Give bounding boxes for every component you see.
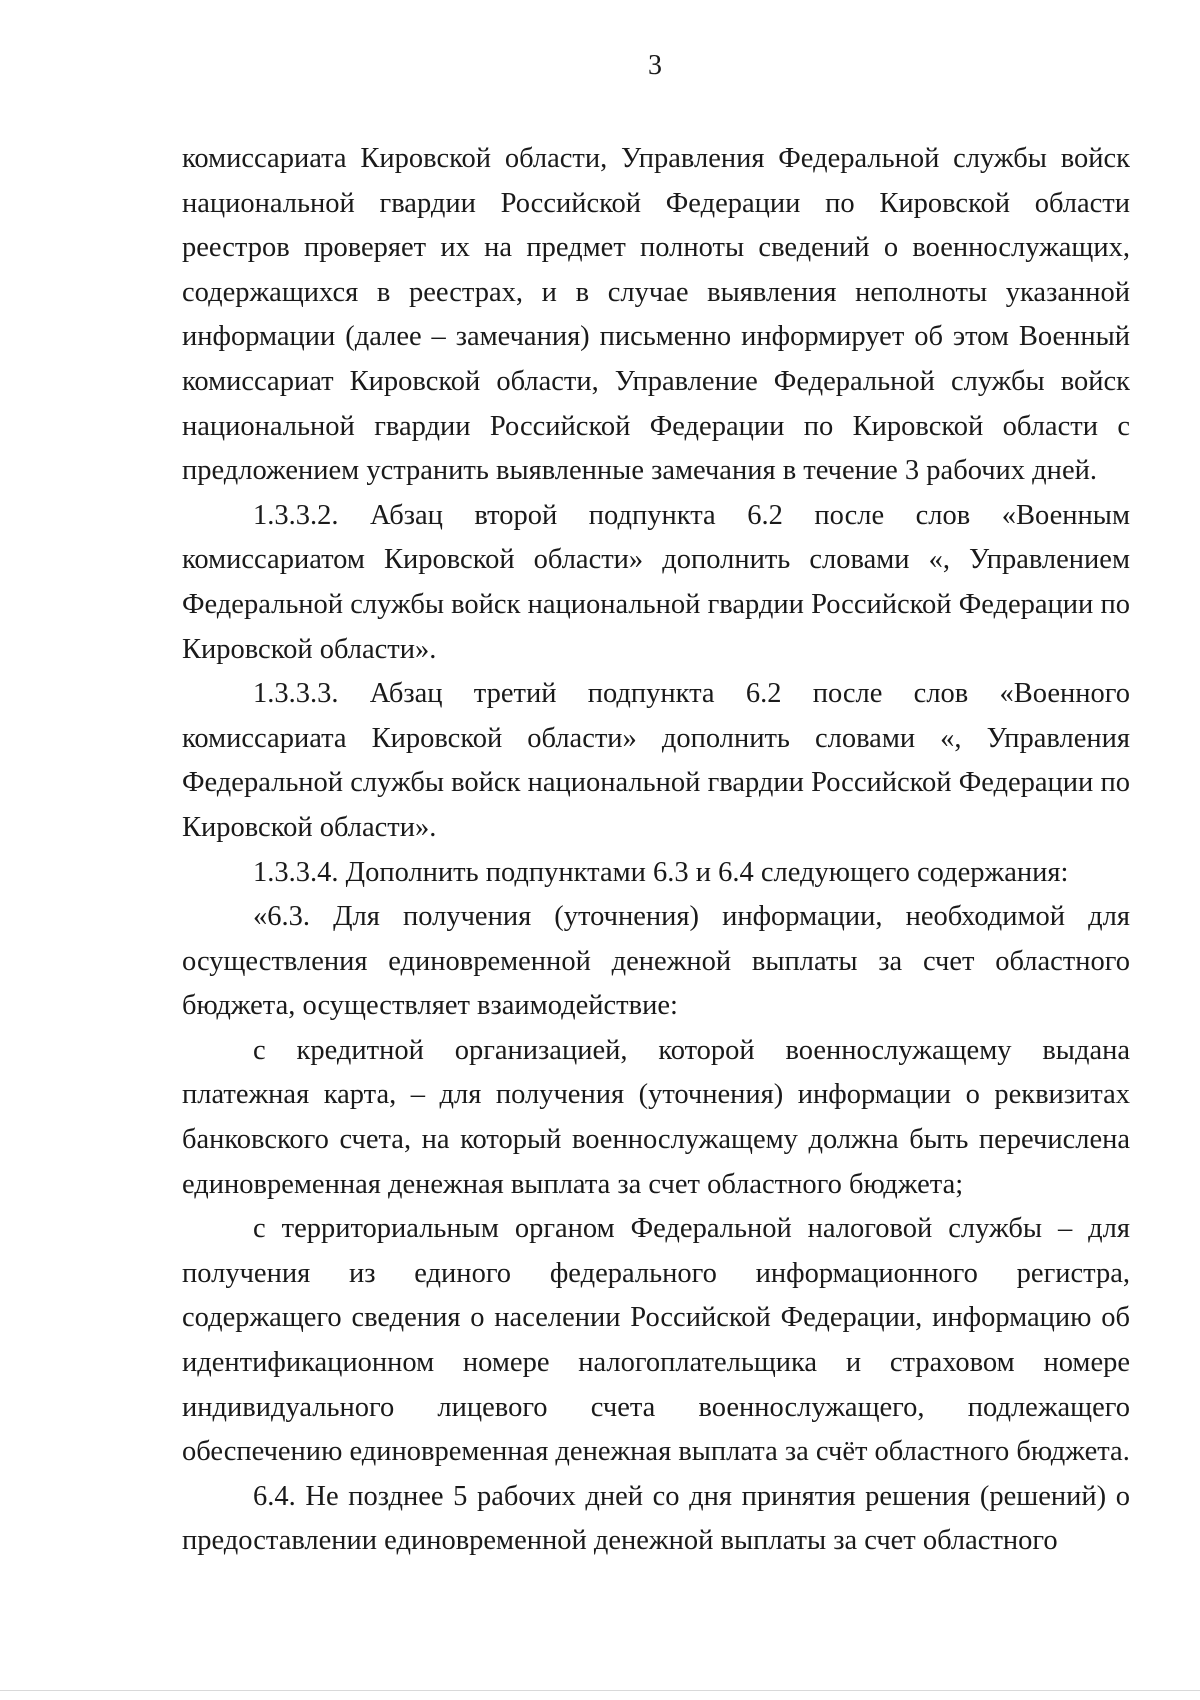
- paragraph-1-3-3-3: 1.3.3.3. Абзац третий подпункта 6.2 после слов «Военного комиссариата Кировской области» дополнить словами «, Управления Федеральной службы войск национальной гвардии Российской Федерации по Кировской области».: [182, 678, 1130, 843]
- paragraph-1-3-3-4: 1.3.3.4. Дополнить подпунктами 6.3 и 6.4 следующего содержания:: [253, 856, 1069, 888]
- paragraph-1-3-3-2: 1.3.3.2. Абзац второй подпункта 6.2 после слов «Военным комиссариатом Кировской области» дополнить словами «, Управлением Федеральной службы войск национальной гвардии Российской Федерации по Кировской области».: [182, 499, 1130, 665]
- paragraph-continuation: комиссариата Кировской области, Управления Федеральной службы войск национальной гвардии Российской Федерации по Кировской области реестров проверяет их на предмет полноты сведений о военнослужащих, содержащихся в реестрах, и в случае выявления неполноты указанной информации (далее – замечания) письменно информирует об этом Военный комиссариат Кировской области, Управление Федеральной службы войск национальной гвардии Российской Федерации по Кировской области с предложением устранить выявленные замечания в течение 3 рабочих дней.: [182, 143, 1130, 487]
- page-bottom-divider: [0, 1690, 1200, 1691]
- page-number: 3: [648, 50, 662, 81]
- document-body: [182, 137, 1130, 1564]
- paragraph-6-3: «6.3. Для получения (уточнения) информации, необходимой для осуществления единовременной денежной выплаты за счет областного бюджета, осуществляет взаимодействие:: [182, 901, 1130, 1022]
- paragraph-credit-organization: с кредитной организацией, которой военнослужащему выдана платежная карта, – для получения (уточнения) информации о реквизитах банковского счета, на который военнослужащему должна быть перечислена единовременная денежная выплата за счет областного бюджета;: [182, 1034, 1130, 1200]
- paragraph-6-4: 6.4. Не позднее 5 рабочих дней со дня принятия решения (решений) о предоставлении единовременной денежной выплаты за счет областного: [182, 1480, 1130, 1557]
- paragraph-tax-service: с территориальным органом Федеральной налоговой службы – для получения из единого федерального информационного регистра, содержащего сведения о населении Российской Федерации, информацию об идентификационном номере налогоплательщика и страховом номере индивидуального лицевого счета военнослужащего, подлежащего обеспечению единовременная денежная выплата за счёт областного бюджета.: [182, 1213, 1130, 1468]
